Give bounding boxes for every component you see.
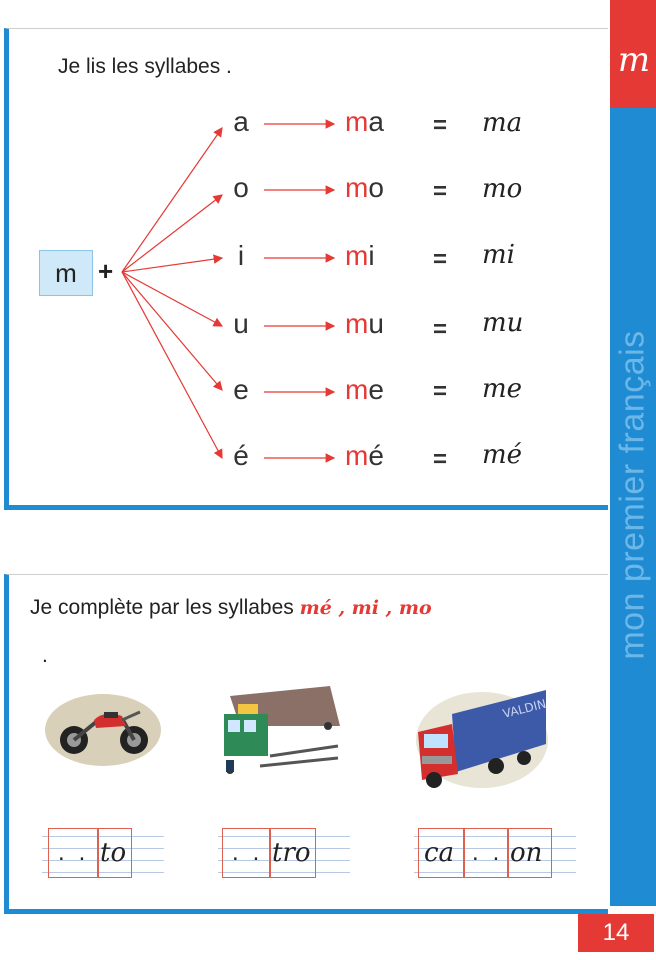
writing-box-moto[interactable] [42, 828, 164, 878]
vowel-o: o [233, 172, 249, 203]
equals-sign: = [432, 112, 447, 139]
instruction-period: . [42, 644, 48, 667]
syllable-list: mé , mi , mo [299, 597, 432, 619]
word-prefix: ca [424, 838, 455, 868]
page-number: 14 [578, 914, 654, 952]
cursive-mi: mi [482, 240, 515, 270]
book-title: mon premier français [613, 330, 652, 660]
vowel-a: a [233, 106, 249, 137]
equals-sign: = [432, 316, 447, 343]
plus-sign: + [98, 256, 114, 286]
syllable-mu: mu [345, 308, 384, 339]
blank-dots: .. [58, 839, 100, 866]
motorcycle-icon [44, 690, 162, 768]
cursive-ma: ma [482, 108, 523, 138]
cursive-mo: mo [482, 174, 523, 204]
blank-dots: .. [232, 839, 274, 866]
cursive-mu: mu [482, 308, 524, 338]
sidebar-letter: m [617, 40, 651, 80]
syllable-me-acute: mé [345, 440, 384, 471]
word-suffix: to [100, 838, 127, 868]
exercise-1-instruction: Je lis les syllabes . [58, 55, 232, 78]
vowel-i: i [237, 240, 245, 271]
exercise-2-instruction: Je complète par les syllabes mé , mi , mo [30, 596, 432, 619]
syllable-me: me [345, 374, 384, 405]
syllable-mi: mi [345, 240, 375, 271]
cursive-me-acute: mé [482, 440, 523, 470]
exercise-1-panel [4, 28, 608, 510]
writing-box-metro[interactable] [218, 828, 350, 878]
syllable-ma: ma [345, 106, 384, 137]
vowel-u: u [233, 308, 249, 339]
blank-dots: .. [472, 839, 514, 866]
metro-train-icon [220, 686, 340, 782]
equals-sign: = [432, 378, 447, 405]
truck-label: VALDIN [501, 696, 548, 721]
word-suffix: tro [272, 838, 311, 868]
equals-sign: = [432, 446, 447, 473]
consonant-box: m [39, 250, 93, 296]
equals-sign: = [432, 246, 447, 273]
syllable-mo: mo [345, 172, 384, 203]
vowel-e-acute: é [233, 440, 249, 471]
word-suffix: on [510, 838, 543, 868]
truck-icon [412, 684, 550, 790]
vowel-e: e [233, 374, 249, 405]
writing-box-camion[interactable] [414, 828, 576, 878]
equals-sign: = [432, 178, 447, 205]
cursive-me: me [482, 374, 523, 404]
